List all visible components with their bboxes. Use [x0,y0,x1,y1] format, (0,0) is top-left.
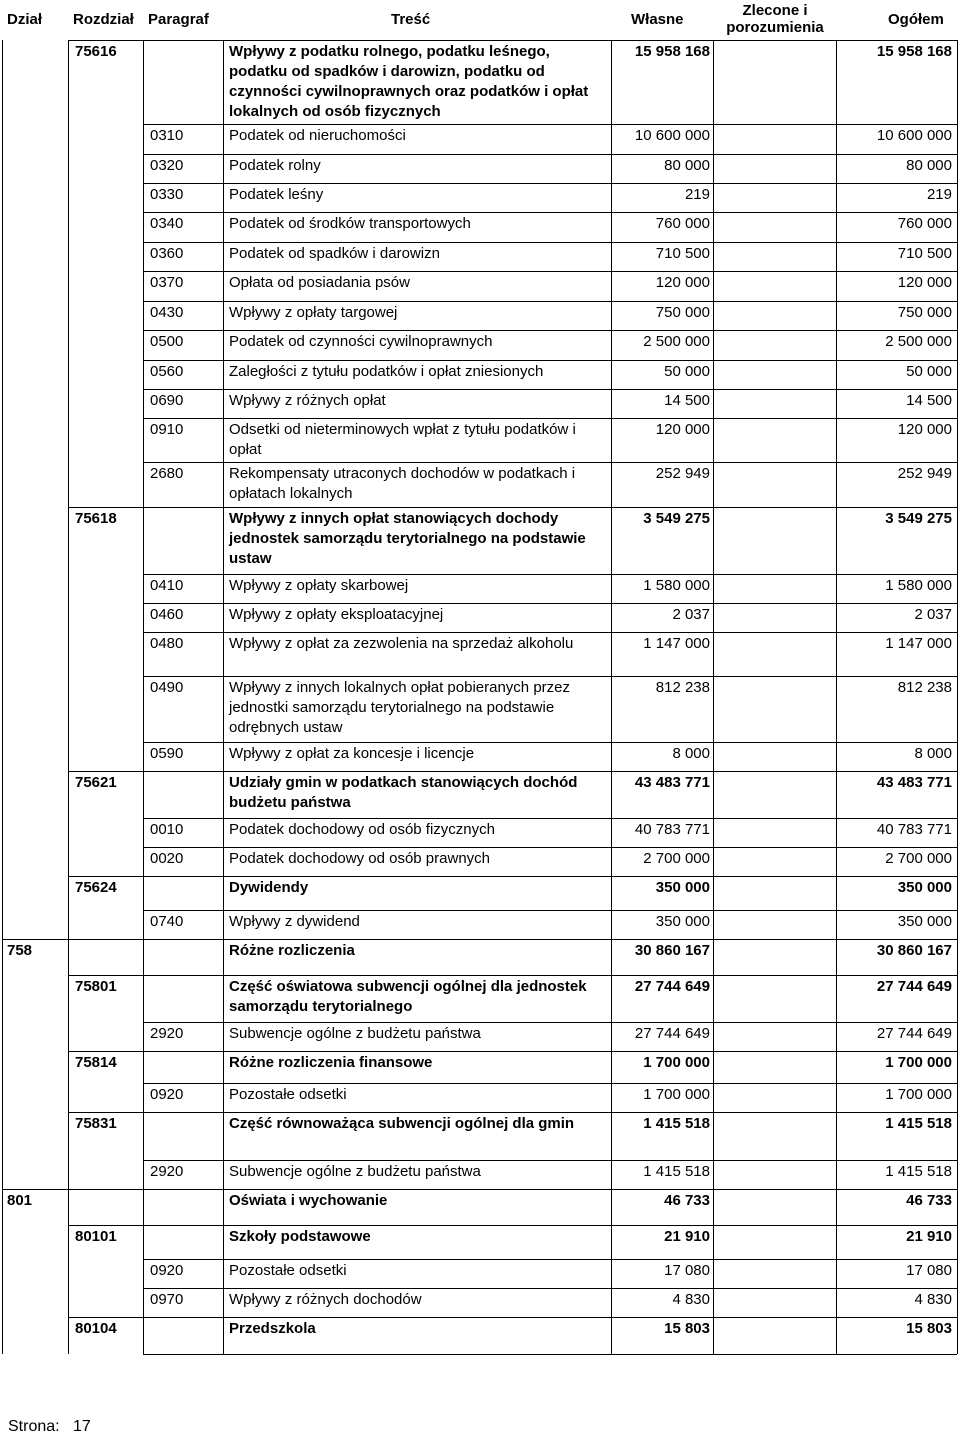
row-divider [143,1083,957,1084]
cell-tresc: Część równoważąca subwencji ogólnej dla gmin [229,1115,575,1132]
cell-paragraf: 0490 [150,679,184,696]
cell-ogolem: 8 000 [914,745,952,762]
row-divider [143,1259,957,1260]
cell-paragraf: 0500 [150,333,184,350]
cell-ogolem: 40 783 771 [876,821,952,838]
cell-tresc: Pozostałe odsetki [229,1086,347,1103]
cell-rozdzial: 75814 [75,1054,117,1071]
row-divider [68,975,957,976]
cell-paragraf: 0330 [150,186,184,203]
cell-ogolem: 3 549 275 [885,510,952,527]
column-divider [611,40,612,1354]
cell-paragraf: 0430 [150,304,184,321]
cell-tresc: Wpływy z innych lokalnych opłat pobieranych przez jednostki samorządu terytorialnego na podstawie odrębnych ustaw [229,679,570,736]
column-divider [2,40,3,939]
row-divider [143,330,957,331]
row-divider [143,574,957,575]
header-rozdzial: Rozdział [73,11,134,28]
cell-paragraf: 0920 [150,1262,184,1279]
cell-wlasne: 43 483 771 [634,774,710,791]
cell-wlasne: 1 415 518 [643,1163,710,1180]
header-zlecone: Zlecone i porozumienia [726,2,824,36]
cell-tresc: Różne rozliczenia [229,942,355,959]
cell-wlasne: 15 958 168 [634,43,710,60]
row-divider [143,183,957,184]
cell-rozdzial: 75801 [75,978,117,995]
cell-dzial: 758 [7,942,33,959]
cell-ogolem: 14 500 [906,392,952,409]
cell-tresc: Wpływy z opłaty targowej [229,304,398,321]
row-divider [143,603,957,604]
cell-ogolem: 219 [926,186,952,203]
header-tresc: Treść [391,11,431,28]
cell-wlasne: 2 500 000 [643,333,710,350]
cell-paragraf: 0920 [150,1086,184,1103]
cell-ogolem: 750 000 [897,304,952,321]
header-ogolem: Ogółem [888,11,944,28]
row-divider [143,242,957,243]
cell-rozdzial: 75624 [75,879,117,896]
cell-paragraf: 0360 [150,245,184,262]
cell-wlasne: 10 600 000 [634,127,710,144]
cell-ogolem: 4 830 [914,1291,952,1308]
cell-tresc: Odsetki od nieterminowych wpłat z tytułu podatków i opłat [229,421,576,458]
row-divider [143,676,957,677]
row-divider [143,271,957,272]
column-divider [713,40,714,1354]
column-divider [957,40,958,1354]
cell-tresc: Podatek od nieruchomości [229,127,406,144]
cell-rozdzial: 75616 [75,43,117,60]
cell-wlasne: 252 949 [655,465,710,482]
cell-dzial: 801 [7,1192,33,1209]
row-divider [68,1317,957,1318]
cell-tresc: Dywidendy [229,879,309,896]
cell-wlasne: 80 000 [664,157,710,174]
cell-tresc: Zaległości z tytułu podatków i opłat zniesionych [229,363,544,380]
cell-ogolem: 1 580 000 [885,577,952,594]
cell-ogolem: 15 958 168 [876,43,952,60]
cell-wlasne: 21 910 [664,1228,710,1245]
cell-tresc: Przedszkola [229,1320,316,1337]
cell-tresc: Różne rozliczenia finansowe [229,1054,433,1071]
cell-tresc: Pozostałe odsetki [229,1262,347,1279]
cell-tresc: Wpływy z opłat za koncesje i licencje [229,745,475,762]
cell-wlasne: 14 500 [664,392,710,409]
cell-rozdzial: 80104 [75,1320,117,1337]
cell-ogolem: 2 700 000 [885,850,952,867]
cell-ogolem: 27 744 649 [876,978,952,995]
cell-wlasne: 30 860 167 [634,942,710,959]
cell-paragraf: 0480 [150,635,184,652]
row-divider [143,360,957,361]
cell-wlasne: 15 803 [664,1320,710,1337]
cell-ogolem: 760 000 [897,215,952,232]
cell-wlasne: 50 000 [664,363,710,380]
cell-wlasne: 46 733 [664,1192,710,1209]
cell-paragraf: 0970 [150,1291,184,1308]
cell-ogolem: 1 700 000 [885,1086,952,1103]
cell-wlasne: 1 147 000 [643,635,710,652]
cell-ogolem: 1 415 518 [885,1115,952,1132]
cell-rozdzial: 80101 [75,1228,117,1245]
cell-paragraf: 0020 [150,850,184,867]
row-divider [68,1112,957,1113]
cell-ogolem: 30 860 167 [876,942,952,959]
cell-wlasne: 2 037 [672,606,710,623]
cell-ogolem: 50 000 [906,363,952,380]
row-divider [143,212,957,213]
cell-tresc: Wpływy z podatku rolnego, podatku leśnego, podatku od spadków i darowizn, podatku od czynności cywilnoprawnych oraz podatków i opłat lokalnych od osób fizycznych [229,43,589,120]
cell-rozdzial: 75618 [75,510,117,527]
cell-wlasne: 40 783 771 [634,821,710,838]
row-divider [143,910,957,911]
row-divider [143,742,957,743]
cell-tresc: Podatek od spadków i darowizn [229,245,440,262]
cell-wlasne: 3 549 275 [643,510,710,527]
row-divider [143,154,957,155]
cell-tresc: Oświata i wychowanie [229,1192,388,1209]
header-wlasne: Własne [631,11,684,28]
row-divider [68,876,957,877]
cell-tresc: Podatek dochodowy od osób prawnych [229,850,491,867]
header-dzial: Dział [7,11,43,28]
cell-tresc: Podatek rolny [229,157,321,174]
page-number: 17 [72,1418,91,1435]
cell-tresc: Subwencje ogólne z budżetu państwa [229,1163,481,1180]
cell-wlasne: 1 580 000 [643,577,710,594]
row-divider [68,771,957,772]
cell-wlasne: 27 744 649 [634,1025,710,1042]
cell-paragraf: 0690 [150,392,184,409]
cell-ogolem: 17 080 [906,1262,952,1279]
row-divider [68,1225,957,1226]
cell-tresc: Podatek dochodowy od osób fizycznych [229,821,495,838]
row-divider [143,462,957,463]
cell-wlasne: 350 000 [655,879,710,896]
cell-paragraf: 0370 [150,274,184,291]
column-divider [223,40,224,1354]
row-divider [143,1288,957,1289]
cell-wlasne: 350 000 [655,913,710,930]
cell-ogolem: 46 733 [906,1192,952,1209]
cell-ogolem: 1 700 000 [885,1054,952,1071]
cell-paragraf: 2920 [150,1163,184,1180]
cell-ogolem: 80 000 [906,157,952,174]
cell-ogolem: 2 500 000 [885,333,952,350]
page-footer [8,1418,91,1436]
row-divider [143,418,957,419]
row-divider [143,847,957,848]
cell-wlasne: 219 [684,186,710,203]
cell-tresc: Szkoły podstawowe [229,1228,371,1245]
cell-wlasne: 8 000 [672,745,710,762]
row-divider [143,1354,957,1355]
cell-rozdzial: 75621 [75,774,117,791]
cell-tresc: Udziały gmin w podatkach stanowiących dochód budżetu państwa [229,774,578,811]
cell-tresc: Podatek leśny [229,186,324,203]
cell-ogolem: 812 238 [897,679,952,696]
cell-tresc: Opłata od posiadania psów [229,274,410,291]
cell-ogolem: 350 000 [897,879,952,896]
cell-ogolem: 43 483 771 [876,774,952,791]
column-divider [836,40,837,1354]
cell-ogolem: 10 600 000 [876,127,952,144]
row-divider [143,632,957,633]
cell-wlasne: 750 000 [655,304,710,321]
cell-paragraf: 0410 [150,577,184,594]
cell-tresc: Wpływy z różnych opłat [229,392,386,409]
cell-ogolem: 120 000 [897,421,952,438]
cell-tresc: Wpływy z różnych dochodów [229,1291,422,1308]
column-divider [2,939,3,1354]
cell-wlasne: 2 700 000 [643,850,710,867]
cell-paragraf: 0590 [150,745,184,762]
cell-tresc: Podatek od czynności cywilnoprawnych [229,333,493,350]
cell-paragraf: 2680 [150,465,184,482]
cell-ogolem: 15 803 [906,1320,952,1337]
row-divider [68,507,957,508]
cell-tresc: Wpływy z opłat za zezwolenia na sprzedaż alkoholu [229,635,574,652]
cell-tresc: Wpływy z opłaty eksploatacyjnej [229,606,444,623]
header-paragraf: Paragraf [148,11,209,28]
cell-ogolem: 1 415 518 [885,1163,952,1180]
cell-wlasne: 27 744 649 [634,978,710,995]
cell-tresc: Rekompensaty utraconych dochodów w podatkach i opłatach lokalnych [229,465,576,502]
cell-wlasne: 4 830 [672,1291,710,1308]
row-divider [143,1160,957,1161]
cell-paragraf: 0310 [150,127,184,144]
cell-wlasne: 1 700 000 [643,1054,710,1071]
cell-tresc: Wpływy z dywidend [229,913,360,930]
cell-rozdzial: 75831 [75,1115,117,1132]
cell-tresc: Podatek od środków transportowych [229,215,471,232]
cell-ogolem: 1 147 000 [885,635,952,652]
cell-wlasne: 760 000 [655,215,710,232]
cell-wlasne: 120 000 [655,274,710,291]
row-divider [2,939,957,940]
cell-wlasne: 710 500 [655,245,710,262]
cell-paragraf: 0560 [150,363,184,380]
cell-wlasne: 17 080 [664,1262,710,1279]
cell-ogolem: 2 037 [914,606,952,623]
row-divider [143,389,957,390]
row-divider [143,1022,957,1023]
cell-wlasne: 812 238 [655,679,710,696]
page-label: Strona: [8,1418,60,1435]
cell-tresc: Subwencje ogólne z budżetu państwa [229,1025,481,1042]
cell-ogolem: 252 949 [897,465,952,482]
cell-tresc: Wpływy z opłaty skarbowej [229,577,409,594]
row-divider [143,301,957,302]
cell-paragraf: 0910 [150,421,184,438]
column-divider [143,40,144,1354]
row-divider [143,124,957,125]
cell-paragraf: 0340 [150,215,184,232]
cell-paragraf: 2920 [150,1025,184,1042]
cell-paragraf: 0460 [150,606,184,623]
row-divider [143,818,957,819]
cell-tresc: Wpływy z innych opłat stanowiących dochody jednostek samorządu terytorialnego na podstawie ustaw [229,510,586,567]
cell-paragraf: 0010 [150,821,184,838]
cell-ogolem: 710 500 [897,245,952,262]
cell-wlasne: 1 700 000 [643,1086,710,1103]
cell-ogolem: 120 000 [897,274,952,291]
cell-ogolem: 27 744 649 [876,1025,952,1042]
cell-paragraf: 0740 [150,913,184,930]
cell-paragraf: 0320 [150,157,184,174]
cell-wlasne: 120 000 [655,421,710,438]
row-divider [68,1051,957,1052]
column-divider [68,40,69,1354]
cell-ogolem: 350 000 [897,913,952,930]
row-divider [68,40,957,41]
cell-wlasne: 1 415 518 [643,1115,710,1132]
row-divider [2,1189,957,1190]
cell-tresc: Część oświatowa subwencji ogólnej dla jednostek samorządu terytorialnego [229,978,587,1015]
cell-ogolem: 21 910 [906,1228,952,1245]
